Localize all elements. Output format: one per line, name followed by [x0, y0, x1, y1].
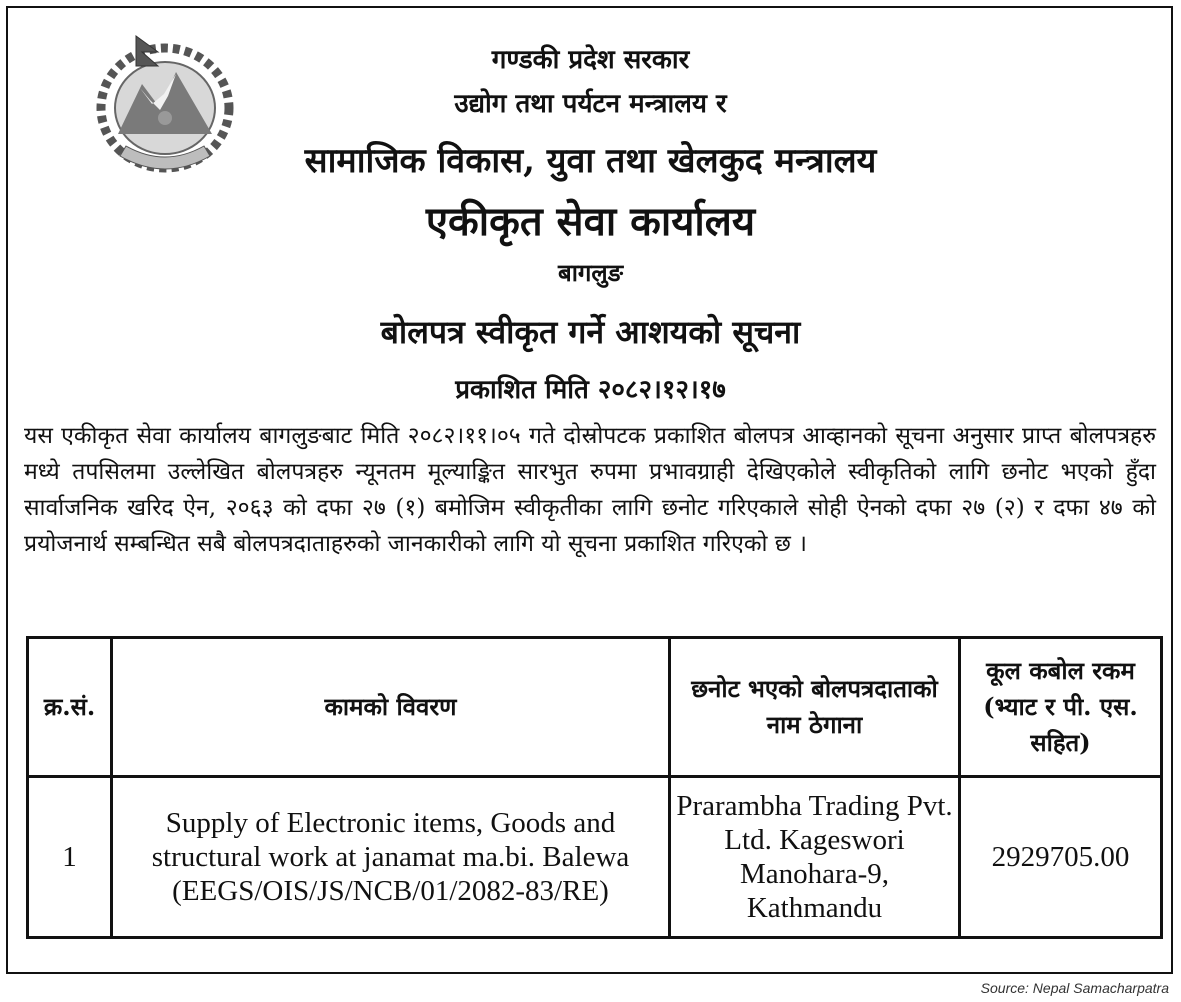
cell-description: Supply of Electronic items, Goods and structural work at janamat ma.bi. Balewa (EEGS/OIS/JS/NCB/01/2082-83/RE)	[112, 777, 670, 938]
column-header-sn: क्र.सं.	[28, 638, 112, 777]
office-name: एकीकृत सेवा कार्यालय	[425, 198, 756, 245]
table-row	[28, 777, 1162, 938]
cell-sn: 1	[28, 777, 112, 938]
ministry-line-1: उद्योग तथा पर्यटन मन्त्रालय र	[454, 89, 727, 119]
notice-body-text: यस एकीकृत सेवा कार्यालय बागलुङबाट मिति २०८२।११।०५ गते दोस्रोपटक प्रकाशित बोलपत्र आव्हानको सूचना अनुसार प्राप्त बोलपत्रहरु मध्ये तपसिलमा उल्लेखित बोलपत्रहरु न्यूनतम मूल्याङ्कित सारभुत रुपमा प्रभावग्राही देखिएकोले स्वीकृतिको लागि छनोट भएको हुँदा सार्वाजनिक खरिद ऐन, २०६३ को दफा २७ (१) बमोजिम स्वीकृतीका लागि छनोट गरिएकाले सोही ऐनको दफा २७ (२) र दफा ४७ को प्रयोजनार्थ सम्बन्धित सबै बोलपत्रदाताहरुको जानकारीको लागि यो सूचना प्रकाशित गरिएको छ ।	[24, 423, 1156, 557]
published-date: प्रकाशित मिति २०८२।१२।१७	[455, 375, 726, 405]
government-name: गण्डकी प्रदेश सरकार	[491, 45, 690, 75]
ministry-line-2: सामाजिक विकास, युवा तथा खेलकुद मन्त्रालय	[304, 141, 877, 181]
office-location: बागलुङ	[558, 258, 623, 287]
column-header-bidder: छनोट भएको बोलपत्रदाताको नाम ठेगाना	[670, 638, 960, 777]
column-header-amount: कूल कबोल रकम (भ्याट र पी. एस. सहित)	[960, 638, 1162, 777]
cell-bidder: Prarambha Trading Pvt. Ltd. Kageswori Manohara-9, Kathmandu	[670, 777, 960, 938]
notice-title: बोलपत्र स्वीकृत गर्ने आशयको सूचना	[380, 313, 801, 351]
table-header-row	[28, 638, 1162, 777]
source-credit: Source: Nepal Samacharpatra	[980, 980, 1169, 996]
bid-acceptance-table	[26, 636, 1163, 939]
cell-amount: 2929705.00	[960, 777, 1162, 938]
column-header-description: कामको विवरण	[112, 638, 670, 777]
